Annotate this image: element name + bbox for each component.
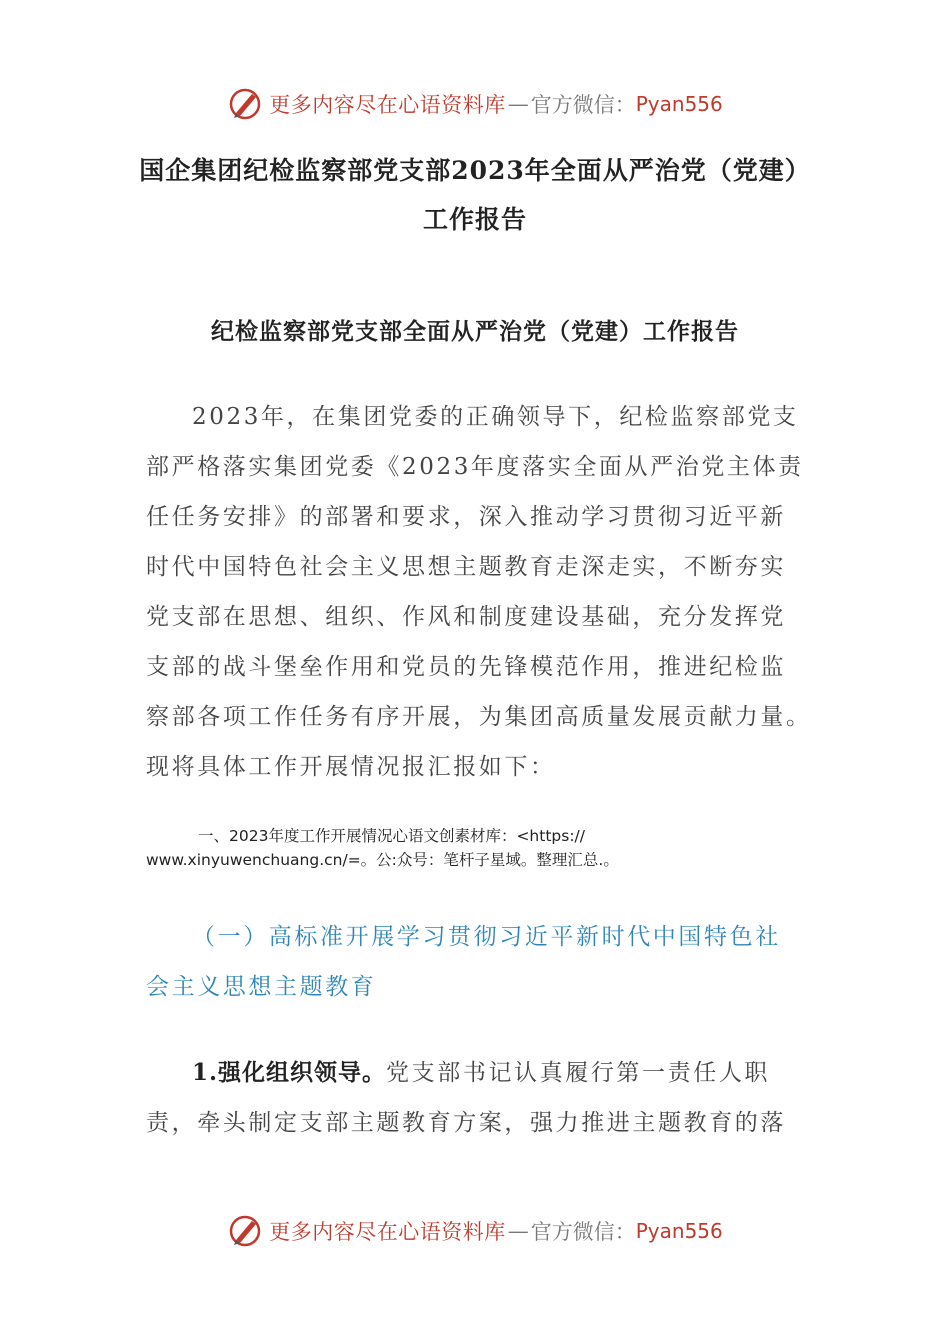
banner-wechat-id: Pyan556	[635, 1219, 723, 1243]
bottom-banner	[0, 1211, 950, 1251]
intro-line: 时代中国特色社会主义思想主题教育走深走实，不断夯实	[146, 554, 786, 580]
banner-separator: —	[507, 92, 529, 116]
heading-line: （一）高标准开展学习贯彻习近平新时代中国特色社	[192, 924, 781, 950]
point-1-lead: 1.强化组织领导。	[192, 1059, 387, 1086]
banner-text: 更多内容尽在心语资料库	[269, 1220, 506, 1244]
point-1-line-1-text: 党支部书记认真履行第一责任人职	[386, 1060, 771, 1086]
point-1-paragraph	[146, 1048, 796, 1148]
intro-line: 察部各项工作任务有序开展，为集团高质量发展贡献力量。	[146, 704, 812, 730]
banner-wechat-id: Pyan556	[635, 92, 723, 116]
pen-logo-icon	[227, 1213, 263, 1249]
heading-line: 会主义思想主题教育	[146, 974, 377, 1000]
note-line: www.xinyuwenchuang.cn/=。公:众号：笔杆子星域。整理汇总.。	[146, 851, 619, 869]
point-1-line-2: 责，牵头制定支部主题教育方案，强力推进主题教育的落	[146, 1110, 786, 1136]
intro-line: 党支部在思想、组织、作风和制度建设基础，充分发挥党	[146, 604, 786, 630]
intro-line: 部严格落实集团党委《2023年度落实全面从严治党主体责	[146, 454, 804, 480]
title-line-1: 国企集团纪检监察部党支部2023年全面从严治党（党建）	[139, 156, 811, 185]
point-1-line-1	[146, 1048, 796, 1098]
document-subtitle: 纪检监察部党支部全面从严治党（党建）工作报告	[211, 318, 739, 345]
pen-logo-icon	[227, 86, 263, 122]
banner-separator: —	[507, 1219, 529, 1243]
top-banner	[0, 84, 950, 124]
intro-line: 支部的战斗堡垒作用和党员的先锋模范作用，推进纪检监	[146, 654, 786, 680]
title-line-2: 工作报告	[422, 205, 527, 234]
intro-line: 现将具体工作开展情况报汇报如下：	[146, 754, 556, 780]
banner-wechat-label: 官方微信：	[530, 1220, 636, 1244]
intro-line: 2023年，在集团党委的正确领导下，纪检监察部党支	[192, 404, 799, 430]
banner-wechat-label: 官方微信：	[530, 93, 636, 117]
section-heading-1	[146, 912, 796, 1012]
intro-paragraph	[146, 392, 812, 792]
section-one-note	[146, 824, 806, 872]
document-title	[120, 146, 830, 244]
note-line: 一、2023年度工作开展情况心语文创素材库：<https://	[198, 827, 585, 845]
banner-text: 更多内容尽在心语资料库	[269, 93, 506, 117]
intro-line: 任任务安排》的部署和要求，深入推动学习贯彻习近平新	[146, 504, 786, 530]
